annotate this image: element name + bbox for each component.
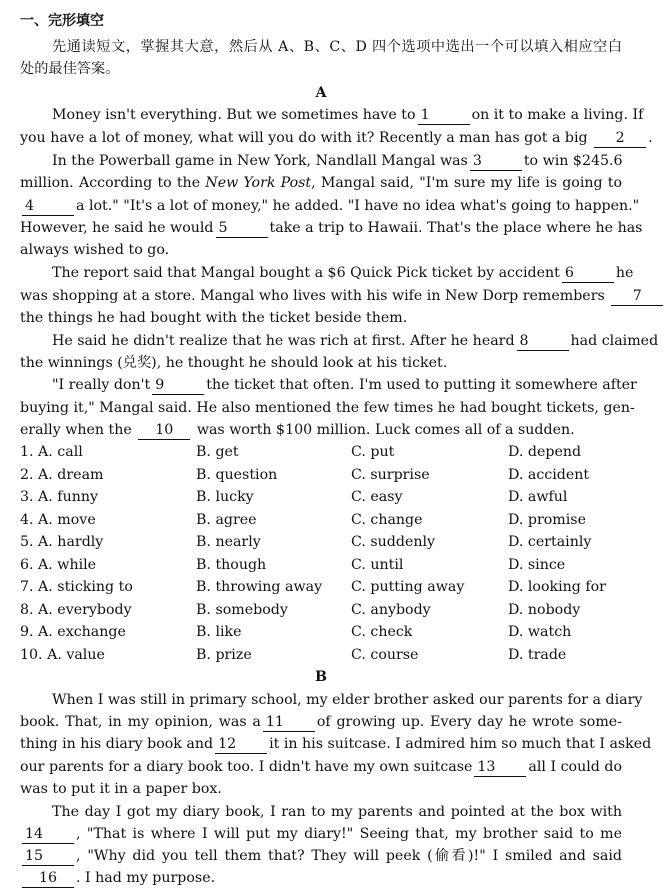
passage-a-line-12: the winnings (兑奖), he thought he should look at his ticket. bbox=[20, 355, 448, 371]
passage-b-label: B bbox=[315, 669, 327, 685]
option-row bbox=[20, 486, 622, 508]
option-choice[interactable]: D. trade bbox=[508, 646, 567, 663]
passage-b-line-6: The day I got my diary book, I ran to my parents and pointed at the box with bbox=[52, 804, 622, 820]
option-choice[interactable]: D. watch bbox=[508, 624, 572, 640]
option-choice[interactable]: B. somebody bbox=[196, 601, 288, 618]
blank-4[interactable]: 4 bbox=[22, 197, 74, 216]
option-row bbox=[20, 464, 622, 486]
option-choice[interactable]: D. since bbox=[508, 556, 566, 573]
passage-a-line-14: buying it," Mangal said. He also mentioned the few times he had bought tickets, gen- bbox=[20, 400, 635, 416]
option-choice[interactable]: 10. A. value bbox=[20, 646, 105, 663]
passage-a-line-11: He said he didn't realize that he was rich at first. After he heard 8 had claimed bbox=[52, 333, 659, 349]
option-choice[interactable]: B. though bbox=[196, 556, 267, 573]
passage-b-line-7: 14 , "That is where I will put my diary!" Seeing that, my brother said to me bbox=[20, 823, 622, 845]
option-choice[interactable]: C. course bbox=[351, 646, 419, 663]
passage-a-line-15: erally when the 10 was worth $100 million. Luck comes all of a sudden. bbox=[20, 422, 575, 438]
blank-6[interactable]: 6 bbox=[562, 264, 614, 283]
passage-b-line-3: thing in his diary book and 12 it in his suitcase. I admired him so much that I asked bbox=[20, 736, 652, 752]
option-choice[interactable]: 3. A. funny bbox=[20, 489, 98, 505]
option-choice[interactable]: B. lucky bbox=[196, 489, 254, 505]
option-choice[interactable]: D. promise bbox=[508, 511, 586, 528]
option-choice[interactable]: C. putting away bbox=[351, 579, 465, 595]
option-choice[interactable]: D. accident bbox=[508, 466, 590, 483]
blank-11[interactable]: 11 bbox=[263, 713, 315, 732]
option-choice[interactable]: B. throwing away bbox=[196, 579, 323, 595]
passage-b-line-4: our parents for a diary book too. I didn't have my own suitcase 13 all I could do bbox=[20, 759, 622, 775]
blank-7[interactable]: 7 bbox=[611, 287, 663, 306]
option-row bbox=[20, 599, 622, 621]
passage-a-label: A bbox=[315, 85, 327, 101]
section-title: 一、完形填空 bbox=[20, 13, 104, 29]
option-choice[interactable]: B. prize bbox=[196, 646, 252, 663]
blank-13[interactable]: 13 bbox=[474, 758, 526, 777]
option-row bbox=[20, 576, 622, 598]
passage-a-line-7: always wished to go. bbox=[20, 242, 170, 258]
option-choice[interactable]: B. get bbox=[196, 444, 239, 460]
newspaper-title: New York Post bbox=[205, 175, 312, 191]
blank-16[interactable]: 16 bbox=[22, 869, 74, 888]
option-row bbox=[20, 531, 622, 553]
option-choice[interactable]: B. like bbox=[196, 624, 242, 640]
blank-1[interactable]: 1 bbox=[418, 106, 470, 125]
option-choice[interactable]: 5. A. hardly bbox=[20, 534, 104, 550]
passage-a-line-10: the things he had bought with the ticket beside them. bbox=[20, 310, 408, 326]
passage-a-line-3: In the Powerball game in New York, Nandlall Mangal was 3 to win $245.6 bbox=[52, 153, 623, 169]
passage-a-line-4: million. According to the New York Post, Mangal said, "I'm sure my life is going to bbox=[20, 175, 623, 191]
passage-b-line-5: was to put it in a paper box. bbox=[20, 781, 222, 797]
instructions-line-2: 处的最佳答案。 bbox=[20, 61, 120, 77]
option-row bbox=[20, 621, 622, 643]
blank-9[interactable]: 9 bbox=[152, 376, 204, 395]
passage-b-line-2: book. That, in my opinion, was a 11 of growing up. Every day he wrote some- bbox=[20, 714, 622, 730]
option-choice[interactable]: 9. A. exchange bbox=[20, 624, 126, 640]
passage-a-line-13: "I really don't 9 the ticket that often. I'm used to putting it somewhere after bbox=[52, 377, 637, 393]
option-row bbox=[20, 509, 622, 531]
passage-b-line-1: When I was still in primary school, my elder brother asked our parents for a diary bbox=[52, 692, 643, 708]
option-choice[interactable]: D. looking for bbox=[508, 579, 606, 595]
blank-5[interactable]: 5 bbox=[216, 219, 268, 238]
passage-a-line-5: 4 a lot." "It's a lot of money," he added. "I have no idea what's going to happen." bbox=[20, 195, 622, 217]
blank-10[interactable]: 10 bbox=[138, 421, 190, 440]
option-choice[interactable]: 8. A. everybody bbox=[20, 601, 132, 618]
blank-14[interactable]: 14 bbox=[22, 825, 74, 844]
blank-8[interactable]: 8 bbox=[517, 332, 569, 351]
blank-15[interactable]: 15 bbox=[22, 847, 74, 866]
option-choice[interactable]: C. suddenly bbox=[351, 534, 436, 550]
option-choice[interactable]: D. certainly bbox=[508, 534, 592, 550]
option-choice[interactable]: 7. A. sticking to bbox=[20, 579, 133, 595]
option-row bbox=[20, 554, 622, 576]
option-choice[interactable]: C. anybody bbox=[351, 601, 431, 618]
passage-a-line-9: was shopping at a store. Mangal who lives with his wife in New Dorp remembers 7 bbox=[20, 285, 622, 307]
option-choice[interactable]: 1. A. call bbox=[20, 444, 83, 460]
blank-12[interactable]: 12 bbox=[215, 735, 267, 754]
option-choice[interactable]: C. surprise bbox=[351, 466, 430, 483]
option-choice[interactable]: C. change bbox=[351, 511, 423, 528]
passage-a-line-2: you have a lot of money, what will you do with it? Recently a man has got a big 2 . bbox=[20, 130, 653, 146]
option-choice[interactable]: 6. A. while bbox=[20, 556, 97, 573]
option-choice[interactable]: C. put bbox=[351, 444, 395, 460]
passage-a-line-1: Money isn't everything. But we sometimes have to 1 on it to make a living. If bbox=[52, 107, 644, 123]
option-choice[interactable]: D. depend bbox=[508, 444, 582, 460]
option-choice[interactable]: B. agree bbox=[196, 511, 257, 528]
passage-a-line-6: However, he said he would 5 take a trip to Hawaii. That's the place where he has bbox=[20, 220, 643, 236]
blank-2[interactable]: 2 bbox=[594, 129, 646, 148]
passage-b-line-8: 15 , "Why did you tell them that? They will peek (偷看)!" I smiled and said bbox=[20, 845, 622, 867]
option-choice[interactable]: 2. A. dream bbox=[20, 466, 104, 483]
option-choice[interactable]: 4. A. move bbox=[20, 511, 96, 528]
passage-a-line-8: The report said that Mangal bought a $6 Quick Pick ticket by accident 6 he bbox=[52, 265, 634, 281]
option-choice[interactable]: C. check bbox=[351, 624, 413, 640]
instructions-line-1: 先通读短文，掌握其大意，然后从 A、B、C、D 四个选项中选出一个可以填入相应空白 bbox=[52, 39, 622, 55]
option-choice[interactable]: D. awful bbox=[508, 489, 568, 505]
option-choice[interactable]: D. nobody bbox=[508, 601, 581, 618]
option-row bbox=[20, 644, 622, 666]
option-choice[interactable]: B. question bbox=[196, 466, 278, 483]
blank-3[interactable]: 3 bbox=[470, 152, 522, 171]
passage-b-line-9: 16 . I had my purpose. bbox=[20, 867, 622, 889]
option-choice[interactable]: C. easy bbox=[351, 489, 403, 505]
option-choice[interactable]: C. until bbox=[351, 556, 404, 573]
option-choice[interactable]: B. nearly bbox=[196, 534, 261, 550]
option-row bbox=[20, 441, 622, 463]
